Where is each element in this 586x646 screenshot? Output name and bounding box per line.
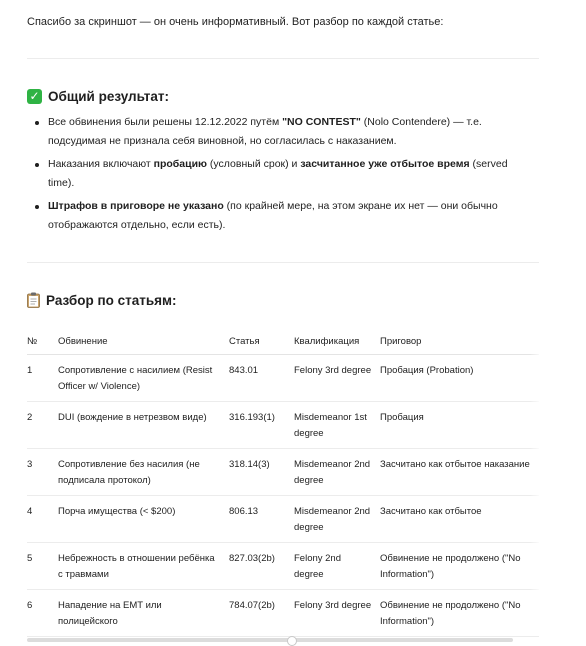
table-cell: Засчитано как отбытое наказание — [380, 449, 539, 496]
table-cell: 3 — [27, 449, 58, 496]
table-cell: 1 — [27, 355, 58, 402]
charges-table — [27, 328, 539, 637]
cell-text: Порча имущества (< $200) — [58, 506, 176, 517]
bullet-icon — [35, 205, 39, 209]
table-cell — [58, 355, 229, 402]
list-item — [27, 197, 527, 235]
list-item — [27, 113, 527, 151]
table-row — [27, 543, 539, 590]
text: Наказания включают — [48, 158, 154, 170]
table-cell: 5 — [27, 543, 58, 590]
cell-text: Misdemeanor 2nd degree — [294, 459, 371, 486]
table-cell — [294, 355, 380, 402]
table-cell — [294, 402, 380, 449]
table-cell: 784.07(2b) — [229, 590, 294, 637]
bold-text: Штрафов в приговоре не указано — [48, 200, 224, 212]
table-row — [27, 590, 539, 637]
section-title: Общий результат: — [48, 89, 169, 104]
summary-list — [27, 113, 527, 239]
column-header: Квалификация — [294, 328, 380, 355]
table-cell — [294, 590, 380, 637]
column-header: Статья — [229, 328, 294, 355]
column-header: Приговор — [380, 328, 539, 355]
table-cell: 2 — [27, 402, 58, 449]
table-cell: 843.01 — [229, 355, 294, 402]
divider — [27, 58, 539, 59]
bold-text: засчитанное уже отбытое время — [300, 158, 470, 170]
text: (Nolo Contendere) — т.е. подсудимая не признала себя виновной, но согласилась с наказанием. — [48, 116, 482, 147]
horizontal-scrollbar[interactable] — [27, 638, 513, 642]
divider — [27, 262, 539, 263]
cell-text: DUI (вождение в нетрезвом виде) — [58, 412, 207, 423]
clipboard-icon — [27, 292, 40, 308]
cell-text: Сопротивление без насилия (не подписала протокол) — [58, 459, 200, 486]
table-cell: 6 — [27, 590, 58, 637]
cell-text: Небрежность в отношении ребёнка с травмами — [58, 553, 215, 580]
table-overflow-fade — [530, 328, 542, 628]
table-cell — [294, 496, 380, 543]
section-title: Разбор по статьям: — [46, 292, 177, 308]
check-mark-icon: ✓ — [27, 89, 42, 104]
cell-text: Felony 2nd degree — [294, 553, 342, 580]
table-cell — [58, 543, 229, 590]
intro-text: Спасибо за скриншот — он очень информативный. Вот разбор по каждой статье: — [27, 16, 444, 28]
bold-text: пробацию — [153, 158, 208, 170]
table-cell: Засчитано как отбытое — [380, 496, 539, 543]
text: (по крайней мере, на этом экране их нет — они обычно отображаются отдельно, если есть). — [48, 200, 498, 231]
section-heading-summary — [27, 89, 169, 104]
table-cell: 316.193(1) — [229, 402, 294, 449]
cell-text: Felony 3rd degree — [294, 365, 372, 376]
table-cell — [58, 496, 229, 543]
table-cell — [294, 449, 380, 496]
cell-text: Сопротивление с насилием (Resist Officer w/ Violence) — [58, 365, 213, 392]
cell-text: Felony 3rd degree — [294, 600, 372, 611]
column-header: Обвинение — [58, 328, 229, 355]
bullet-icon — [35, 163, 39, 167]
table-cell — [58, 590, 229, 637]
bold-text: "NO CONTEST" — [282, 116, 361, 128]
table-row — [27, 355, 539, 402]
table-cell: Обвинение не продолжено ("No Information") — [380, 543, 539, 590]
section-heading-breakdown — [27, 292, 177, 308]
table-row — [27, 402, 539, 449]
text: (условный срок) и — [207, 158, 301, 170]
scroll-handle[interactable] — [287, 636, 297, 646]
cell-text: Misdemeanor 2nd degree — [294, 506, 371, 533]
column-header: № — [27, 328, 58, 355]
text: Все обвинения были решены 12.12.2022 путём — [48, 116, 283, 128]
text: (served time). — [48, 158, 508, 189]
table-row — [27, 449, 539, 496]
table-cell: Пробация (Probation) — [380, 355, 539, 402]
table-cell — [58, 449, 229, 496]
table-cell: 806.13 — [229, 496, 294, 543]
bullet-icon — [35, 121, 39, 125]
table-row — [27, 496, 539, 543]
list-item — [27, 155, 527, 193]
table-cell — [58, 402, 229, 449]
cell-text: Нападение на EMT или полицейского — [58, 600, 162, 627]
table-cell: Пробация — [380, 402, 539, 449]
cell-text: Misdemeanor 1st degree — [294, 412, 367, 439]
table-header-row — [27, 328, 539, 355]
table-cell: 827.03(2b) — [229, 543, 294, 590]
table-cell: 4 — [27, 496, 58, 543]
table-cell — [294, 543, 380, 590]
table-cell: 318.14(3) — [229, 449, 294, 496]
table-cell: Обвинение не продолжено ("No Information") — [380, 590, 539, 637]
